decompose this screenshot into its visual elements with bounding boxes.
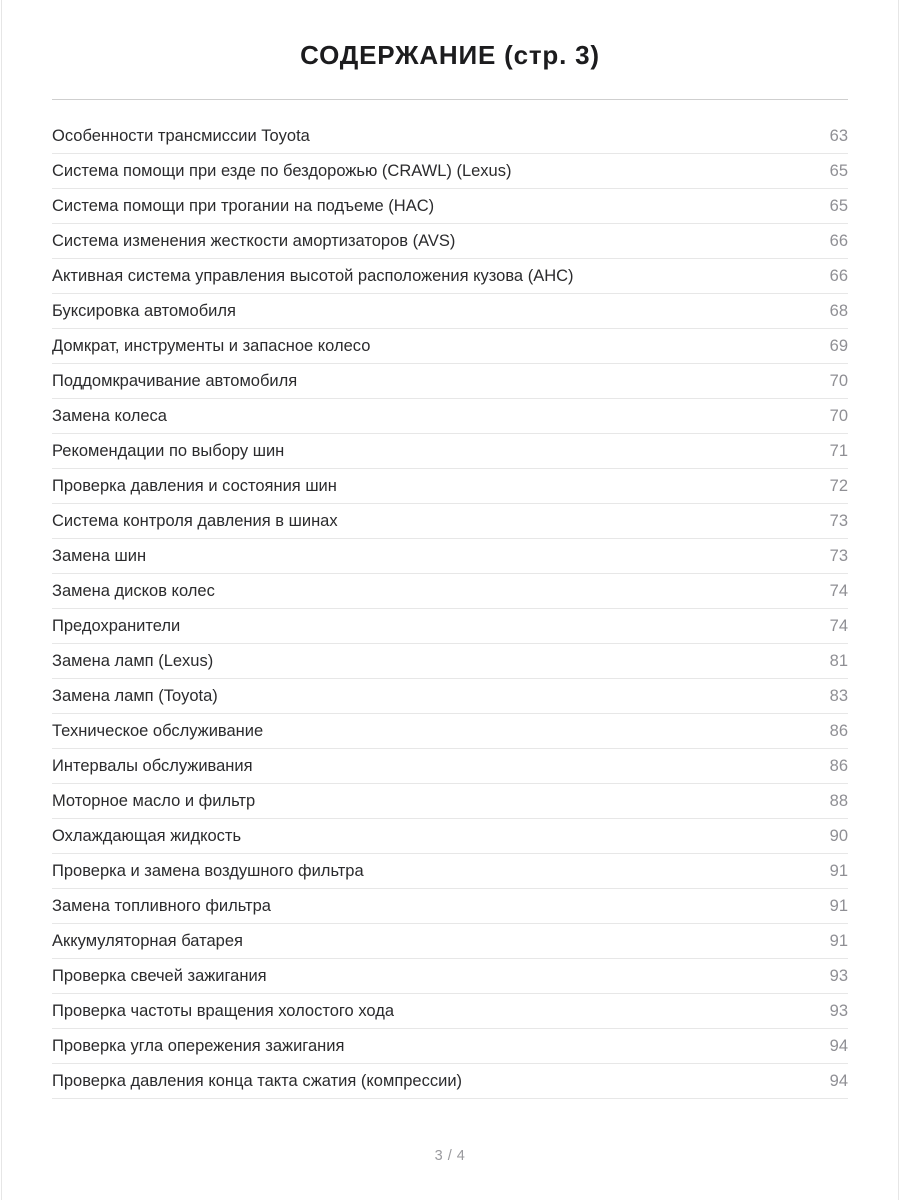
toc-entry-title: Техническое обслуживание <box>52 721 264 740</box>
toc-entry-page: 94 <box>829 1036 848 1055</box>
toc-entry-title: Система изменения жесткости амортизаторов (AVS) <box>52 231 456 250</box>
title-divider <box>52 99 848 100</box>
toc-entry-page: 70 <box>829 371 848 390</box>
pagination: 3 / 4 <box>434 1148 466 1164</box>
toc-row <box>52 329 848 364</box>
document-page <box>1 0 899 1200</box>
toc-entry-page: 91 <box>829 896 848 915</box>
toc-entry-title: Система помощи при трогании на подъеме (HAC) <box>52 196 435 215</box>
toc-entry-title: Аккумуляторная батарея <box>52 931 243 950</box>
toc-entry-title: Домкрат, инструменты и запасное колесо <box>52 336 371 355</box>
toc-row <box>52 609 848 644</box>
toc-row <box>52 959 848 994</box>
toc-entry-page: 83 <box>829 686 848 705</box>
toc-row <box>52 364 848 399</box>
toc-entry-page: 65 <box>829 161 848 180</box>
toc-entry-page: 81 <box>829 651 848 670</box>
toc-entry-title: Замена ламп (Lexus) <box>52 651 214 670</box>
toc-entry-title: Активная система управления высотой расположения кузова (AHC) <box>52 266 574 285</box>
toc-entry-page: 91 <box>829 861 848 880</box>
toc-entry-title: Проверка давления конца такта сжатия (компрессии) <box>52 1071 463 1090</box>
toc-entry-title: Замена топливного фильтра <box>52 896 271 915</box>
toc-row <box>52 784 848 819</box>
toc-row <box>52 819 848 854</box>
toc-row <box>52 574 848 609</box>
toc-entry-title: Система помощи при езде по бездорожью (CRAWL) (Lexus) <box>52 161 512 180</box>
toc-row <box>52 924 848 959</box>
toc-entry-page: 63 <box>829 126 848 145</box>
toc-row <box>52 1029 848 1064</box>
toc-row <box>52 854 848 889</box>
toc-entry-page: 66 <box>829 231 848 250</box>
toc-entry-page: 93 <box>829 966 848 985</box>
toc-entry-title: Замена шин <box>52 546 147 565</box>
toc-row <box>52 189 848 224</box>
toc-entry-title: Замена ламп (Toyota) <box>52 686 218 705</box>
toc-row <box>52 714 848 749</box>
toc-entry-page: 73 <box>829 546 848 565</box>
toc-entry-title: Особенности трансмиссии Toyota <box>52 126 310 145</box>
toc-entry-title: Моторное масло и фильтр <box>52 791 256 810</box>
toc-entry-title: Система контроля давления в шинах <box>52 511 338 530</box>
toc-entry-page: 88 <box>829 791 848 810</box>
toc-row <box>52 889 848 924</box>
toc-entry-page: 86 <box>829 721 848 740</box>
toc-row <box>52 1064 848 1099</box>
toc-entry-title: Проверка и замена воздушного фильтра <box>52 861 364 880</box>
toc-entry-page: 94 <box>829 1071 848 1090</box>
toc-entry-title: Проверка свечей зажигания <box>52 966 267 985</box>
toc-entry-title: Проверка частоты вращения холостого хода <box>52 1001 394 1020</box>
toc-list <box>52 119 848 1099</box>
toc-row <box>52 224 848 259</box>
toc-entry-page: 72 <box>829 476 848 495</box>
toc-entry-page: 70 <box>829 406 848 425</box>
toc-entry-page: 74 <box>829 581 848 600</box>
toc-row <box>52 434 848 469</box>
page-title: СОДЕРЖАНИЕ (стр. 3) <box>300 40 600 70</box>
toc-row <box>52 679 848 714</box>
toc-row <box>52 644 848 679</box>
toc-entry-page: 71 <box>829 441 848 460</box>
toc-row <box>52 399 848 434</box>
toc-row <box>52 469 848 504</box>
toc-entry-page: 91 <box>829 931 848 950</box>
toc-entry-title: Буксировка автомобиля <box>52 301 236 320</box>
toc-row <box>52 259 848 294</box>
toc-row <box>52 294 848 329</box>
toc-entry-title: Замена колеса <box>52 406 167 425</box>
toc-entry-title: Замена дисков колес <box>52 581 215 600</box>
toc-row <box>52 119 848 154</box>
toc-entry-page: 68 <box>829 301 848 320</box>
toc-row <box>52 504 848 539</box>
toc-entry-title: Поддомкрачивание автомобиля <box>52 371 298 390</box>
toc-row <box>52 539 848 574</box>
toc-entry-title: Предохранители <box>52 616 181 635</box>
page-content <box>52 0 848 1099</box>
toc-entry-title: Проверка угла опережения зажигания <box>52 1036 345 1055</box>
toc-row <box>52 994 848 1029</box>
toc-entry-page: 73 <box>829 511 848 530</box>
toc-entry-page: 74 <box>829 616 848 635</box>
toc-entry-title: Интервалы обслуживания <box>52 756 253 775</box>
toc-entry-title: Охлаждающая жидкость <box>52 826 242 845</box>
toc-entry-page: 65 <box>829 196 848 215</box>
toc-entry-title: Проверка давления и состояния шин <box>52 476 337 495</box>
toc-entry-page: 69 <box>829 336 848 355</box>
toc-entry-title: Рекомендации по выбору шин <box>52 441 285 460</box>
toc-entry-page: 86 <box>829 756 848 775</box>
toc-entry-page: 90 <box>829 826 848 845</box>
toc-row <box>52 749 848 784</box>
toc-row <box>52 154 848 189</box>
toc-entry-page: 66 <box>829 266 848 285</box>
toc-entry-page: 93 <box>829 1001 848 1020</box>
